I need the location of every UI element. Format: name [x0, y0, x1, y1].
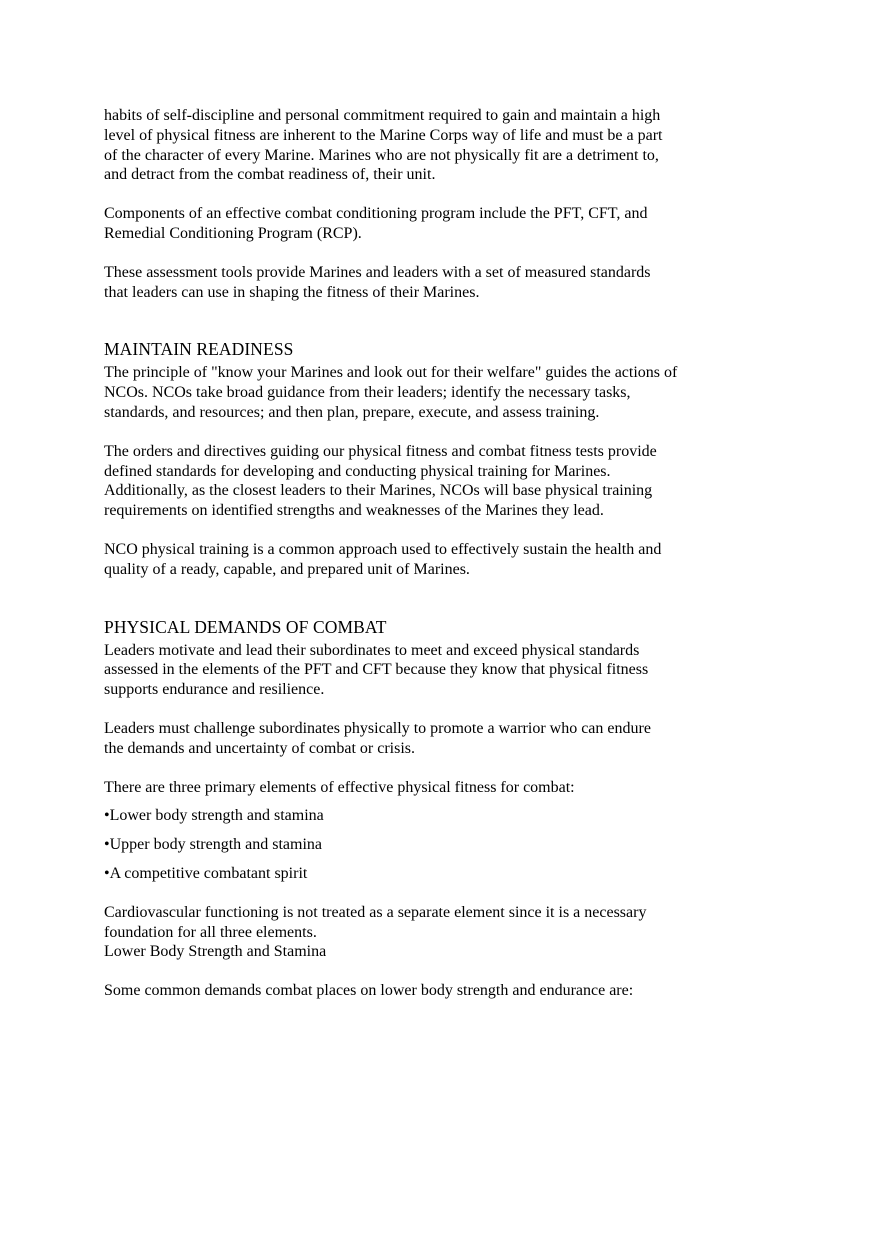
paragraph-components: Components of an effective combat conditioning program include the PFT, CFT, and Remedial Conditioning Program (RCP).	[104, 205, 648, 242]
heading-physical-demands: PHYSICAL DEMANDS OF COMBAT	[104, 616, 387, 637]
paragraph-assessment-tools: These assessment tools provide Marines and leaders with a set of measured standards that leaders can use in shaping the fitness of their Marines.	[104, 263, 651, 301]
heading-maintain-readiness: MAINTAIN READINESS	[104, 339, 294, 360]
paragraph-nco-physical-training: NCO physical training is a common approach used to effectively sustain the health and quality of a ready, capable, and prepared unit of Marines.	[104, 540, 662, 578]
paragraph-cardiovascular: Cardiovascular functioning is not treated as a separate element since it is a necessary foundation for all three elements. Lower Body Strength and Stamina	[104, 903, 647, 961]
bullet-item: •Upper body strength and stamina	[104, 836, 322, 854]
paragraph-leaders-motivate: Leaders motivate and lead their subordinates to meet and exceed physical standards assessed in the elements of the PFT and CFT because they know that physical fitness supports endurance and resilience.	[104, 641, 649, 699]
bullet-item: •Lower body strength and stamina	[104, 807, 324, 825]
paragraph-know-your-marines: The principle of "know your Marines and look out for their welfare" guides the actions of NCOs. NCOs take broad guidance from their leaders; identify the necessary tasks, standards, and resources; and then plan, prepare, execute, and assess training.	[104, 364, 678, 421]
paragraph-lower-body-demands: Some common demands combat places on lower body strength and endurance are:	[104, 982, 634, 1000]
paragraph-three-elements: There are three primary elements of effective physical fitness for combat:	[104, 778, 575, 796]
paragraph-orders-directives: The orders and directives guiding our physical fitness and combat fitness tests provide defined standards for developing and conducting physical training for Marines. Additionally, as the closest leaders to their Marines, NCOs will base physical training requirements on identified strengths and weaknesses of the Marines they lead.	[104, 442, 657, 520]
paragraph-leaders-challenge: Leaders must challenge subordinates physically to promote a warrior who can endure the demands and uncertainty of combat or crisis.	[104, 719, 651, 757]
document-page	[104, 106, 744, 1001]
paragraph-self-discipline: habits of self-discipline and personal commitment required to gain and maintain a high level of physical fitness are inherent to the Marine Corps way of life and must be a part of the character of every Marine. Marines who are not physically fit are a detriment to, and detract from the combat readiness of, their unit.	[104, 107, 663, 184]
bullet-item: •A competitive combatant spirit	[104, 864, 308, 882]
